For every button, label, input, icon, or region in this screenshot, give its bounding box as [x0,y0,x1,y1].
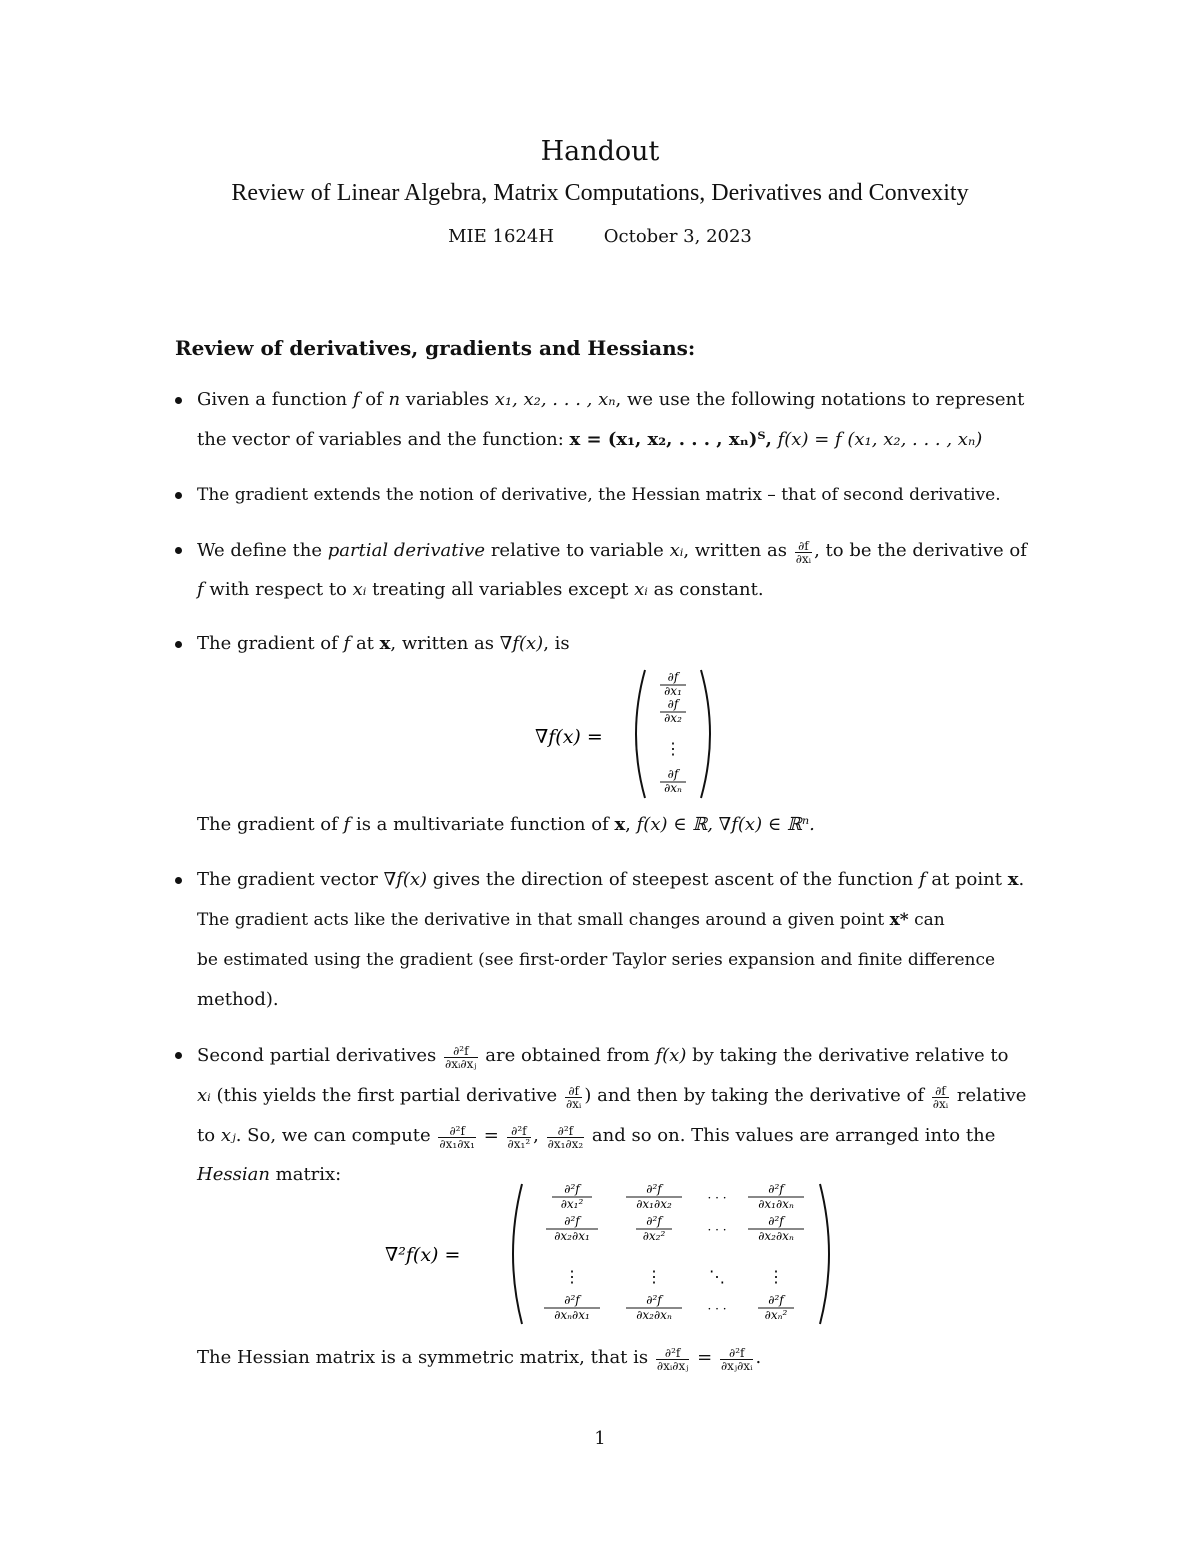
hess-num: ∂²f [564,1214,580,1228]
page-number: 1 [594,1428,606,1449]
course-code: MIE 1624H [448,226,555,247]
horizontal-dots: · · · [707,1223,727,1237]
right-paren [820,1184,829,1324]
bullet-3-line-1: We define the partial derivative relative to variable xᵢ, written as $\frac{\partial f}{\text{∂xᵢ}}$ , to be the derivative of [197,539,1027,566]
fraction-df-dxi: $\frac{\partial f}{\text{∂xᵢ}}$ [795,539,812,566]
frac-denominator: ∂x₂ [664,711,682,725]
fraction-d2f-dxidxj: $\frac{\text{∂²f}}{\text{∂xᵢ∂xⱼ}}$ [445,1044,477,1071]
frac-numerator: ∂f [667,697,679,711]
vertical-dots: ⋮ [564,1267,580,1286]
bullet-6-line-4: Hessian matrix: [197,1164,342,1185]
hessian-matrix-equation [380,1178,850,1330]
left-paren [513,1184,522,1324]
document-subtitle: Review of Linear Algebra, Matrix Computations, Derivatives and Convexity [231,180,969,206]
hess-num: ∂²f [564,1182,580,1196]
bullet-4-line-2: The gradient of f is a multivariate function of x, f(x) ∈ ℝ, ∇f(x) ∈ ℝⁿ. [197,814,815,835]
document-meta [0,226,1200,247]
hess-num: ∂²f [646,1214,662,1228]
hess-den: ∂xₙ² [764,1308,788,1322]
hess-num: ∂²f [768,1293,784,1307]
bullet-marker [175,877,182,884]
bullet-6-line-1: Second partial derivatives $\frac{\text{∂²f}}{\text{∂xᵢ∂xⱼ}}$ are obtained from f(x) by taking the derivative relative to [197,1044,1009,1071]
bullet-3-line-2: f with respect to xᵢ treating all variables except xᵢ as constant. [197,579,764,600]
bullet-4-line-1: The gradient of f at x, written as ∇f(x), is [197,633,570,654]
bullet-6-line-3: to xⱼ. So, we can compute $\frac{\text{∂²f}}{\text{∂x₁∂x₁}}$ = $\frac{\text{∂²f}}{\text{∂x₁²}}$ , $\frac{\text{∂²f}}{\text{∂x₁∂x₂}}$ and so on. This values are arranged into the [197,1124,996,1151]
bullet-marker [175,397,182,404]
diagonal-dots: ⋱ [709,1267,725,1286]
hess-den: ∂x₂∂x₁ [554,1229,590,1243]
bullet-6-line-5: The Hessian matrix is a symmetric matrix, that is $\frac{\text{∂²f}}{\text{∂xᵢ∂xⱼ}}$ = $\frac{\text{∂²f}}{\text{∂xⱼ∂xᵢ}}$ . [197,1346,762,1373]
bullet-5-line-4: method). [197,989,279,1010]
document-title: Handout [540,136,660,167]
hess-num: ∂²f [768,1182,784,1196]
gradient-vector-equation [520,664,740,804]
hess-num: ∂²f [564,1293,580,1307]
hess-num: ∂²f [646,1293,662,1307]
fraction-df-dxi: $\frac{\partial f}{\text{∂xᵢ}}$ [565,1084,582,1111]
vertical-dots: ⋮ [665,739,681,758]
bullet-marker [175,492,182,499]
hess-num: ∂²f [768,1214,784,1228]
gradient-lhs: ∇f(x) = [535,726,603,748]
bullet-5-line-1: The gradient vector ∇f(x) gives the direction of steepest ascent of the function f at point x. [197,869,1025,890]
horizontal-dots: · · · [707,1302,727,1316]
fraction-d2f-dx1sq: $\frac{\text{∂²f}}{\text{∂x₁²}}$ [507,1124,531,1151]
bullet-2-text: The gradient extends the notion of derivative, the Hessian matrix – that of second derivative. [197,485,1001,505]
right-paren [701,670,710,798]
bullet-1-line-2: the vector of variables and the function: x = (x₁, x₂, . . . , xₙ)ᵀ, f(x) = f (x₁, x₂, . . . , xₙ) [197,429,983,450]
left-paren [636,670,645,798]
bullet-5-line-3: be estimated using the gradient (see first-order Taylor series expansion and finite difference [197,950,996,970]
fraction-df-dxi: $\frac{\partial f}{\text{∂xᵢ}}$ [932,1084,949,1111]
hess-den: ∂x₂∂xₙ [636,1308,672,1322]
fraction-d2f-dxidxj: $\frac{\text{∂²f}}{\text{∂xᵢ∂xⱼ}}$ [656,1346,689,1373]
bullet-marker [175,547,182,554]
bullet-1-line-1: Given a function f of n variables x₁, x₂, . . . , xₙ, we use the following notations to represent [197,389,1025,410]
vertical-dots: ⋮ [646,1267,662,1286]
bullet-5-line-2: The gradient acts like the derivative in that small changes around a given point x* can [197,910,945,930]
hess-den: ∂xₙ∂x₁ [554,1308,590,1322]
frac-numerator: ∂f [667,670,679,684]
section-heading: Review of derivatives, gradients and Hessians: [175,336,696,360]
bullet-marker [175,1052,182,1059]
document-date: October 3, 2023 [603,226,752,247]
hessian-lhs: ∇²f(x) = [385,1244,461,1266]
bullet-marker [175,641,182,648]
hess-den: ∂x₁² [560,1197,584,1211]
bullet-6-line-2: xᵢ (this yields the first partial derivative $\frac{\partial f}{\text{∂xᵢ}}$ ) and then by taking the derivative of $\frac{\partial f}{\text{∂xᵢ}}$ relative [197,1084,1027,1111]
frac-denominator: ∂xₙ [664,781,682,795]
hess-den: ∂x₁∂x₂ [636,1197,672,1211]
fraction-d2f-dxjdxi: $\frac{\text{∂²f}}{\text{∂xⱼ∂xᵢ}}$ [720,1346,753,1373]
vertical-dots: ⋮ [768,1267,784,1286]
horizontal-dots: · · · [707,1191,727,1205]
hess-den: ∂x₂² [642,1229,666,1243]
hess-den: ∂x₁∂xₙ [758,1197,794,1211]
frac-denominator: ∂x₁ [664,684,682,698]
fraction-d2f-dx1dx2: $\frac{\text{∂²f}}{\text{∂x₁∂x₂}}$ [547,1124,584,1151]
fraction-d2f-dx1dx1: $\frac{\text{∂²f}}{\text{∂x₁∂x₁}}$ [439,1124,475,1151]
hess-den: ∂x₂∂xₙ [758,1229,794,1243]
frac-numerator: ∂f [667,767,679,781]
hess-num: ∂²f [646,1182,662,1196]
